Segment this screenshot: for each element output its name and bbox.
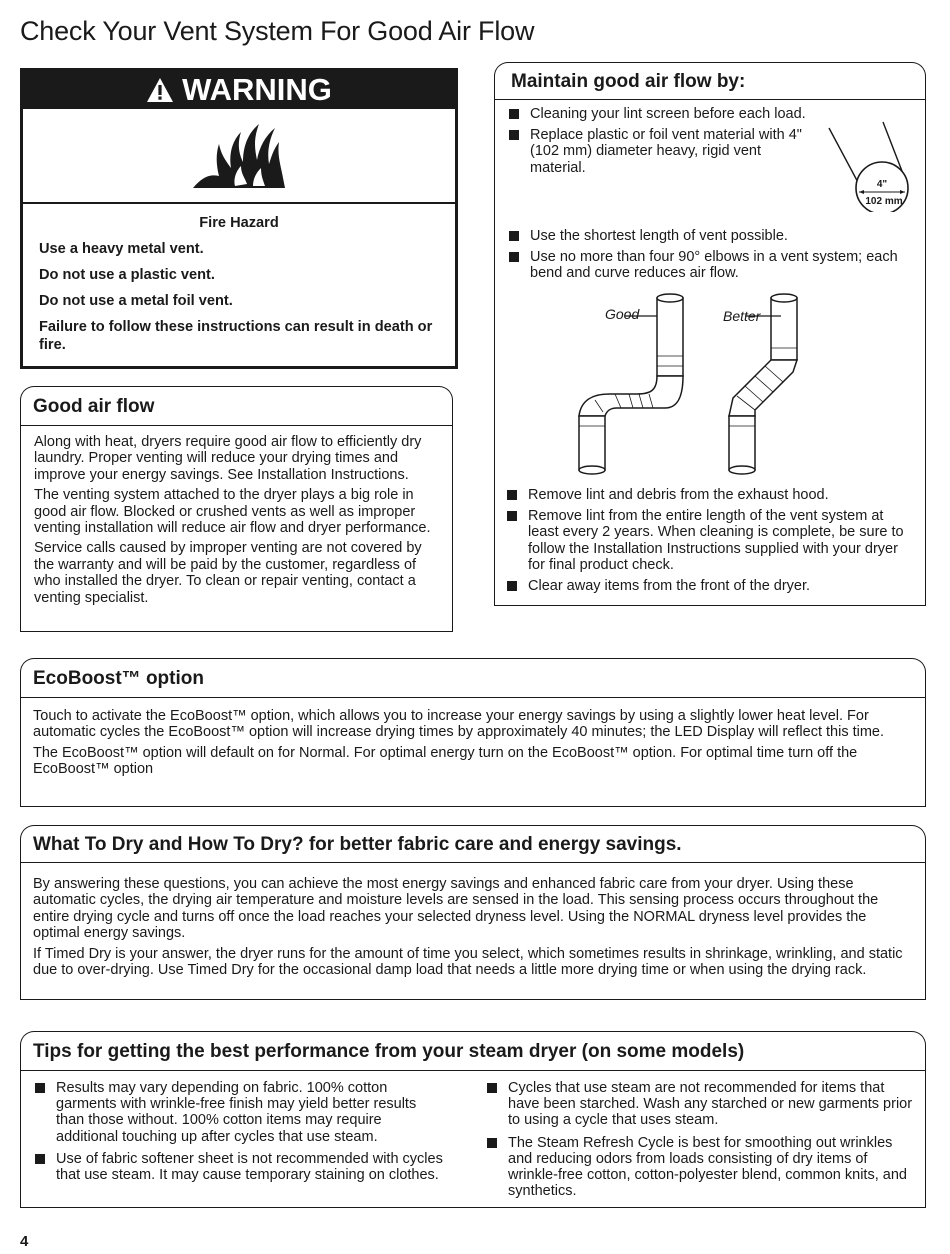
warning-line: Do not use a metal foil vent. xyxy=(39,293,233,309)
vent-diameter-diagram xyxy=(823,120,919,212)
list-item: Remove lint from the entire length of the vent system at least every 2 years. When cleaning is complete, be sure to follow the Installation Instructions supplied with your dryer for final product check. xyxy=(507,508,907,573)
better-label: Better xyxy=(723,308,761,324)
page-title: Check Your Vent System For Good Air Flow xyxy=(20,16,535,46)
maintain-list-mid xyxy=(509,228,909,287)
hazard-title: Fire Hazard xyxy=(199,215,279,231)
warning-label: WARNING xyxy=(182,72,332,107)
good-air-flow-box xyxy=(20,425,453,632)
good-air-flow-tab: Good air flow xyxy=(20,386,453,426)
fire-icon xyxy=(189,120,289,192)
paragraph: The EcoBoost™ option will default on for Normal. For optimal energy turn on the EcoBoost™ option. For optimal time turn off the EcoBoost™ option xyxy=(33,744,858,778)
what-to-dry-box xyxy=(20,862,926,1000)
paragraph: Service calls caused by improper venting are not covered by the warranty and will be paid by the customer, regardless of who installed the dryer. To clean or repair venting, contact a venting specialist. xyxy=(34,540,422,606)
maintain-box xyxy=(494,99,926,606)
ecoboost-tab: EcoBoost™ option xyxy=(20,658,926,698)
list-item: Clear away items from the front of the dryer. xyxy=(507,578,907,594)
warning-line: Use a heavy metal vent. xyxy=(39,241,204,257)
paragraph: If Timed Dry is your answer, the dryer runs for the amount of time you select, which sometimes results in shrinkage, wrinkling, and static due to over-drying. Use Timed Dry for the occasional damp load that needs a little more drying time or when using the drying rack. xyxy=(33,945,903,979)
list-item: Use the shortest length of vent possible. xyxy=(509,228,909,244)
diameter-inch-label: 4" xyxy=(876,179,888,190)
paragraph: Touch to activate the EcoBoost™ option, which allows you to increase your energy savings by using a slightly lower heat level. For automatic cycles the EcoBoost™ option will increase drying times by approximately 40 minutes; the LED Display will reflect this time. xyxy=(33,708,885,741)
fire-hazard-area xyxy=(23,109,455,204)
vent-elbow-diagram xyxy=(569,286,829,478)
good-label: Good xyxy=(605,306,640,322)
paragraph: Along with heat, dryers require good air flow to efficiently dry laundry. Proper venting will reduce your drying times and improve your energy savings. See Installation Instructions. xyxy=(34,434,422,483)
list-item: Cycles that use steam are not recommended for items that have been starched. Wash any starched or new garments prior to using a cycle that uses steam. xyxy=(487,1080,917,1129)
page-number: 4 xyxy=(20,1233,29,1250)
paragraph: The venting system attached to the dryer plays a big role in good air flow. Blocked or crushed vents as well as improper venting installation will reduce air flow and dryer performance. xyxy=(34,487,431,537)
list-item: The Steam Refresh Cycle is best for smoothing out wrinkles and reducing odors from loads consisting of dry items of wrinkle-free cotton, cotton-polyester blend, common knits, and synthetics. xyxy=(487,1135,917,1200)
diameter-mm-label: 102 mm xyxy=(865,196,903,207)
what-to-dry-tab: What To Dry and How To Dry? for better fabric care and energy savings. xyxy=(20,825,926,863)
list-item: Cleaning your lint screen before each load. xyxy=(509,106,811,122)
maintain-list-bottom xyxy=(507,487,907,599)
paragraph: By answering these questions, you can achieve the most energy savings and enhanced fabric care from your dryer. Using these automatic cycles, the drying air temperature and moisture levels are sensed in the load. This sensing process occurs throughout the entire drying cycle and turns off once the load reaches your selected dryness level. Using the NORMAL dryness level provides the optimal energy savings. xyxy=(33,876,879,942)
tips-list-right xyxy=(487,1080,917,1204)
warning-line: Failure to follow these instructions can result in death or fire. xyxy=(39,319,433,353)
list-item: Results may vary depending on fabric. 100% cotton garments with wrinkle-free finish may yield better results than those without. 100% cotton items may require additional touching up after cycles that use steam. xyxy=(35,1080,445,1145)
maintain-tab: Maintain good air flow by: xyxy=(494,62,926,100)
warning-header xyxy=(23,71,455,109)
ecoboost-box xyxy=(20,697,926,807)
maintain-list-top xyxy=(509,106,811,181)
list-item: Replace plastic or foil vent material with 4" (102 mm) diameter heavy, rigid vent material. xyxy=(509,127,811,176)
warning-box xyxy=(20,68,458,369)
list-item: Remove lint and debris from the exhaust hood. xyxy=(507,487,907,503)
warning-body xyxy=(23,204,455,354)
tips-box xyxy=(20,1070,926,1208)
list-item: Use no more than four 90° elbows in a vent system; each bend and curve reduces air flow. xyxy=(509,249,909,281)
tips-list-left xyxy=(35,1080,445,1188)
tips-tab: Tips for getting the best performance from your steam dryer (on some models) xyxy=(20,1031,926,1071)
warning-triangle-icon xyxy=(146,77,174,103)
list-item: Use of fabric softener sheet is not recommended with cycles that use steam. It may cause temporary staining on clothes. xyxy=(35,1151,445,1183)
warning-line: Do not use a plastic vent. xyxy=(39,267,215,283)
